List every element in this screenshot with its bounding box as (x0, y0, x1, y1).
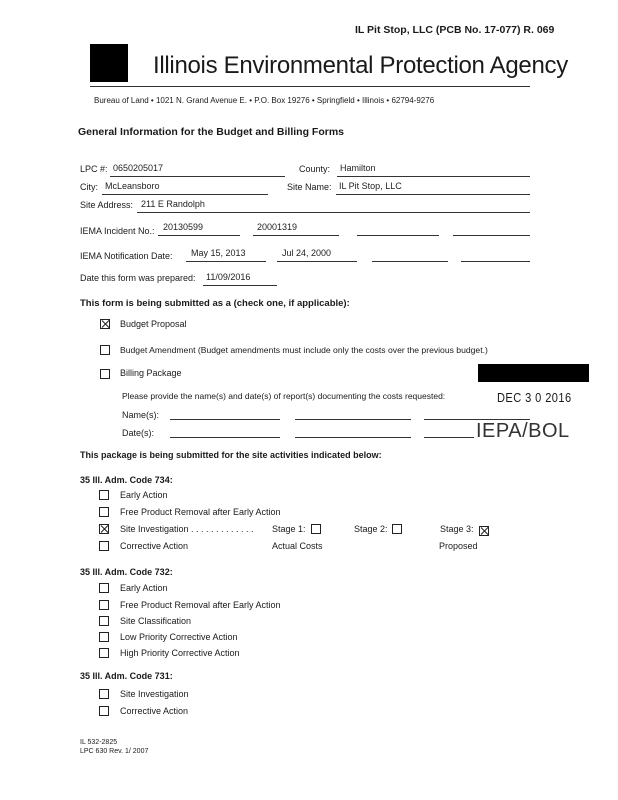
iema-date-label: IEMA Notification Date: (80, 251, 173, 261)
code732-high-priority-label: High Priority Corrective Action (120, 648, 240, 658)
dates-label: Date(s): (122, 428, 155, 438)
iema-incident-line-2 (253, 235, 339, 236)
dates-line-3 (424, 437, 474, 438)
code732-site-classification-checkbox[interactable] (99, 616, 109, 626)
proposed-label: Proposed (439, 541, 478, 551)
budget-amendment-label: Budget Amendment (Budget amendments must include only the costs over the previous budget.) (120, 345, 488, 355)
stage3-checkbox[interactable] (479, 526, 489, 536)
county-value[interactable]: Hamilton (340, 163, 376, 173)
code732-free-product-checkbox[interactable] (99, 600, 109, 610)
billing-package-checkbox[interactable] (100, 369, 110, 379)
code732-heading: 35 Ill. Adm. Code 732: (80, 567, 173, 577)
received-org-stamp: IEPA/BOL (476, 420, 570, 442)
code734-corrective-action-checkbox[interactable] (99, 541, 109, 551)
site-address-label: Site Address: (80, 200, 134, 210)
city-value[interactable]: McLeansboro (105, 181, 160, 191)
code732-early-action-checkbox[interactable] (99, 583, 109, 593)
lpc-value[interactable]: 0650205017 (113, 163, 164, 173)
footer-form-number: IL 532-2825 (80, 739, 118, 746)
site-address-line (137, 212, 530, 213)
package-heading: This package is being submitted for the site activities indicated below: (80, 450, 382, 460)
lpc-label: LPC #: (80, 164, 108, 174)
page-reference: IL Pit Stop, LLC (PCB No. 17-077) R. 069 (355, 24, 555, 36)
code732-free-product-label: Free Product Removal after Early Action (120, 600, 281, 610)
county-line (337, 176, 530, 177)
iema-incident-1[interactable]: 20130599 (163, 222, 204, 232)
prepared-label: Date this form was prepared: (80, 273, 196, 283)
form-title: General Information for the Budget and Billing Forms (78, 126, 345, 138)
iema-date-line-1 (186, 261, 266, 262)
site-name-label: Site Name: (287, 182, 332, 192)
dates-line-2 (295, 437, 411, 438)
code732-early-action-label: Early Action (120, 583, 168, 593)
iema-date-2[interactable]: Jul 24, 2000 (282, 248, 332, 258)
agency-logo (90, 44, 128, 82)
footer-revision: LPC 630 Rev. 1/ 2007 (80, 748, 149, 755)
actual-costs-label: Actual Costs (272, 541, 323, 551)
iema-incident-line-1 (158, 235, 240, 236)
stage1-checkbox[interactable] (311, 524, 321, 534)
budget-proposal-checkbox[interactable] (100, 319, 110, 329)
code734-corrective-action-label: Corrective Action (120, 541, 189, 551)
stage1-label: Stage 1: (272, 524, 306, 534)
site-name-line (336, 194, 530, 195)
code734-site-investigation-label: Site Investigation . . . . . . . . . . . . . (120, 524, 254, 534)
code731-site-investigation-label: Site Investigation (120, 689, 189, 699)
site-name-value[interactable]: IL Pit Stop, LLC (339, 181, 402, 191)
site-address-value[interactable]: 211 E Randolph (141, 199, 205, 209)
iema-date-line-2 (277, 261, 357, 262)
budget-amendment-checkbox[interactable] (100, 345, 110, 355)
code732-low-priority-checkbox[interactable] (99, 632, 109, 642)
iema-incident-label: IEMA Incident No.: (80, 226, 155, 236)
billing-package-label: Billing Package (120, 368, 182, 378)
code731-corrective-action-label: Corrective Action (120, 706, 189, 716)
names-line-1 (170, 419, 280, 420)
city-line (102, 194, 268, 195)
code732-site-classification-label: Site Classification (120, 616, 192, 626)
code731-heading: 35 Ill. Adm. Code 731: (80, 671, 173, 681)
code734-free-product-label: Free Product Removal after Early Action (120, 507, 281, 517)
names-label: Name(s): (122, 410, 160, 420)
code731-corrective-action-checkbox[interactable] (99, 706, 109, 716)
dates-line-1 (170, 437, 280, 438)
stage3-label: Stage 3: (440, 524, 474, 534)
iema-incident-2[interactable]: 20001319 (257, 222, 298, 232)
budget-proposal-label: Budget Proposal (120, 319, 187, 329)
header-rule (90, 86, 530, 87)
code731-site-investigation-checkbox[interactable] (99, 689, 109, 699)
stage2-label: Stage 2: (354, 524, 388, 534)
code734-free-product-checkbox[interactable] (99, 507, 109, 517)
code734-early-action-label: Early Action (120, 490, 168, 500)
prepared-line (203, 285, 277, 286)
code734-early-action-checkbox[interactable] (99, 490, 109, 500)
lpc-line (110, 176, 285, 177)
city-label: City: (80, 182, 98, 192)
prepared-value[interactable]: 11/09/2016 (206, 272, 251, 282)
iema-date-line-4 (461, 261, 530, 262)
iema-incident-line-3 (357, 235, 439, 236)
code734-site-investigation-checkbox[interactable] (99, 524, 109, 534)
redaction-box (478, 364, 589, 382)
agency-address: Bureau of Land • 1021 N. Grand Avenue E. • P.O. Box 19276 • Springfield • Illinois • 62794-9276 (94, 96, 435, 105)
code734-heading: 35 Ill. Adm. Code 734: (80, 475, 173, 485)
report-prompt: Please provide the name(s) and date(s) of report(s) documenting the costs requested: (122, 391, 446, 401)
agency-title: Illinois Environmental Protection Agency (153, 52, 568, 79)
iema-date-1[interactable]: May 15, 2013 (191, 248, 246, 258)
received-date-stamp: DEC 3 0 2016 (497, 390, 572, 405)
form-type-heading: This form is being submitted as a (check one, if applicable): (80, 298, 350, 309)
county-label: County: (299, 164, 331, 174)
code732-low-priority-label: Low Priority Corrective Action (120, 632, 238, 642)
names-line-2 (295, 419, 411, 420)
code732-high-priority-checkbox[interactable] (99, 648, 109, 658)
stage2-checkbox[interactable] (392, 524, 402, 534)
iema-date-line-3 (372, 261, 448, 262)
iema-incident-line-4 (453, 235, 530, 236)
